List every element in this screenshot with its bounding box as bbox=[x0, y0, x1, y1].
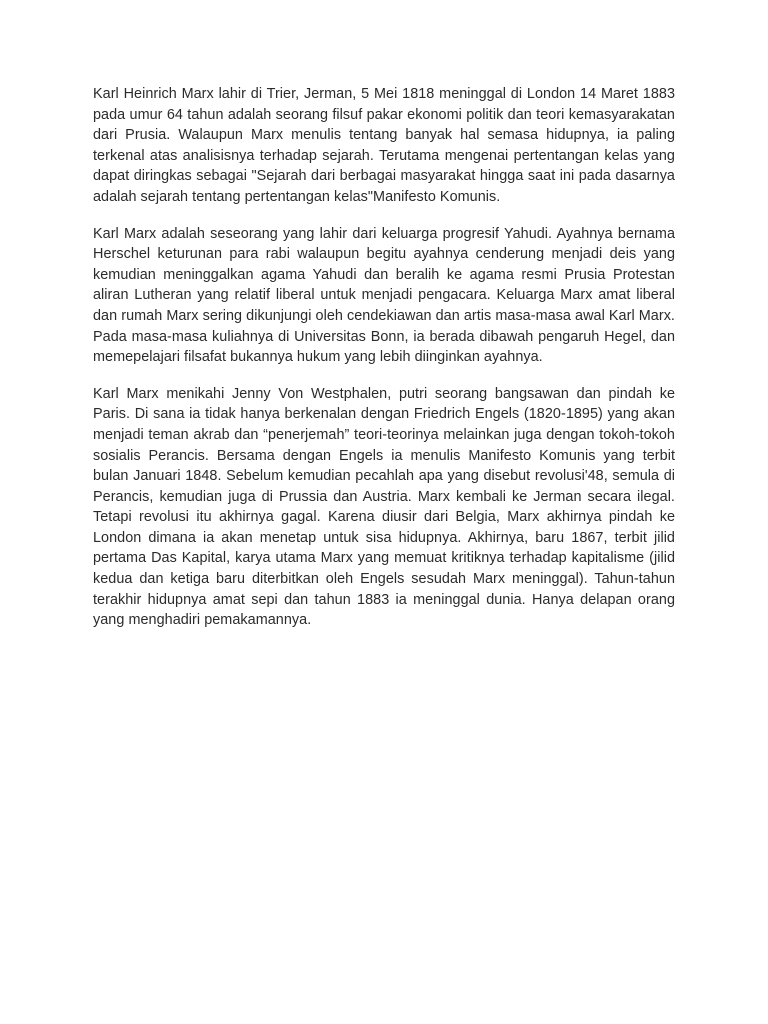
document-body bbox=[93, 84, 675, 647]
paragraph-2: Karl Marx adalah seseorang yang lahir dari keluarga progresif Yahudi. Ayahnya bernama Herschel keturunan para rabi walaupun begitu ayahnya cenderung menjadi deis yang kemudian meninggalkan agama Yahudi dan beralih ke agama resmi Prusia Protestan aliran Lutheran yang relatif liberal untuk menjadi pengacara. Keluarga Marx amat liberal dan rumah Marx sering dikunjungi oleh cendekiawan dan artis masa-masa awal Karl Marx. Pada masa-masa kuliahnya di Universitas Bonn, ia berada dibawah pengaruh Hegel, dan memepelajari filsafat bukannya hukum yang lebih diinginkan ayahnya. bbox=[93, 225, 675, 366]
paragraph-1: Karl Heinrich Marx lahir di Trier, Jerman, 5 Mei 1818 meninggal di London 14 Maret 1883 pada umur 64 tahun adalah seorang filsuf pakar ekonomi politik dan teori kemasyarakatan dari Prusia. Walaupun Marx menulis tentang banyak hal semasa hidupnya, ia paling terkenal atas analisisnya terhadap sejarah. Terutama mengenai pertentangan kelas yang dapat diringkas sebagai "Sejarah dari berbagai masyarakat hingga saat ini pada dasarnya adalah sejarah tentang pertentangan kelas"Manifesto Komunis. bbox=[93, 86, 675, 205]
paragraph-3: Karl Marx menikahi Jenny Von Westphalen, putri seorang bangsawan dan pindah ke Paris. Di sana ia tidak hanya berkenalan dengan Friedrich Engels (1820-1895) yang akan menjadi teman akrab dan “penerjemah” teori-teorinya melainkan juga dengan tokoh-tokoh sosialis Perancis. Bersama dengan Engels ia menulis Manifesto Komunis yang terbit bulan Januari 1848. Sebelum kemudian pecahlah apa yang disebut revolusi'48, semula di Perancis, kemudian juga di Prussia dan Austria. Marx kembali ke Jerman secara ilegal. Tetapi revolusi itu akhirnya gagal. Karena diusir dari Belgia, Marx akhirnya pindah ke London dimana ia akan menetap untuk sisa hidupnya. Akhirnya, baru 1867, terbit jilid pertama Das Kapital, karya utama Marx yang memuat kritiknya terhadap kapitalisme (jilid kedua dan ketiga baru diterbitkan oleh Engels sesudah Marx meninggal). Tahun-tahun terakhir hidupnya amat sepi dan tahun 1883 ia meninggal dunia. Hanya delapan orang yang menghadiri pemakamannya. bbox=[93, 385, 675, 629]
